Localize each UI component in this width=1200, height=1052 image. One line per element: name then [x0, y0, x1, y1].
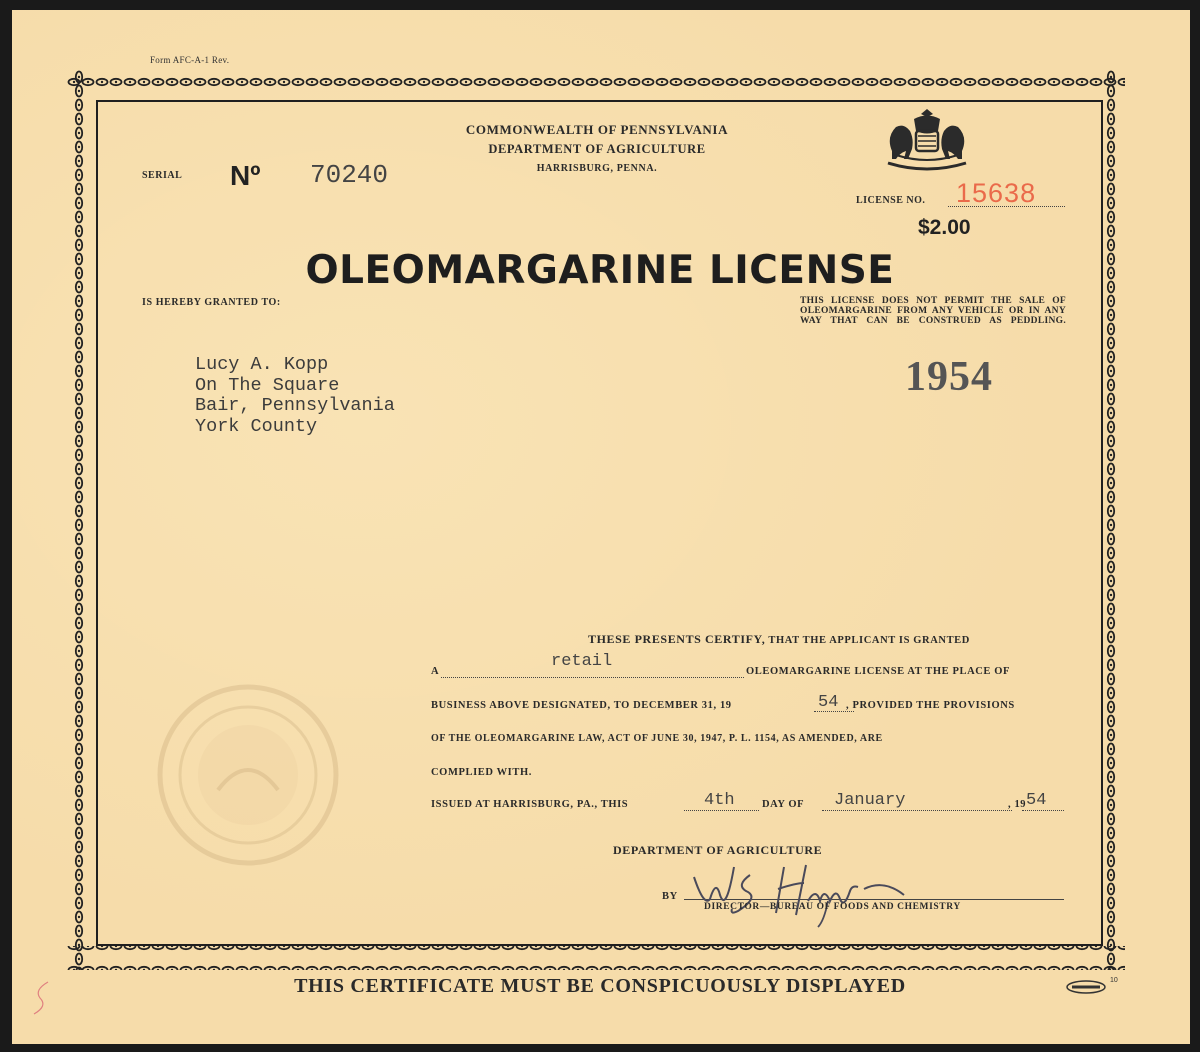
- issued-pre: ISSUED AT HARRISBURG, PA., THIS: [431, 799, 629, 810]
- state-seal-icon: [878, 105, 976, 175]
- union-number: 10: [1110, 977, 1118, 984]
- certify-line3-post: , PROVIDED THE PROVISIONS: [846, 700, 1015, 711]
- certify-lead-rest: THAT THE APPLICANT IS GRANTED: [768, 635, 970, 646]
- issued-year-pre: , 19: [1008, 799, 1027, 810]
- expiry-year: 54: [818, 693, 839, 712]
- certify-line5: COMPLIED WITH.: [431, 767, 532, 778]
- signature-by: BY: [662, 891, 678, 902]
- header-commonwealth: COMMONWEALTH OF PENNSYLVANIA: [465, 122, 729, 137]
- license-number-label: LICENSE NO.: [856, 195, 926, 206]
- document-title: OLEOMARGARINE LICENSE: [305, 248, 895, 293]
- license-type-line: [441, 677, 744, 678]
- union-bug-icon: [1066, 978, 1110, 996]
- display-notice: THIS CERTIFICATE MUST BE CONSPICUOUSLY DISPLAYED: [294, 975, 906, 997]
- embossed-seal-icon: [148, 680, 348, 870]
- header-department: DEPARTMENT OF AGRICULTURE: [488, 142, 706, 156]
- licensee-name: Lucy A. Kopp: [195, 354, 329, 375]
- licensee-address: [195, 355, 395, 437]
- license-number: 15638: [956, 178, 1037, 208]
- certify-line3-pre: BUSINESS ABOVE DESIGNATED, TO DECEMBER 31, 19: [431, 700, 732, 711]
- certify-a: A: [431, 666, 440, 677]
- header-city: HARRISBURG, PENNA.: [536, 163, 658, 174]
- form-number: Form AFC-A-1 Rev.: [150, 55, 230, 65]
- granted-label: IS HEREBY GRANTED TO:: [142, 297, 281, 308]
- certify-line1: [588, 632, 970, 647]
- number-sign: Nº: [230, 160, 261, 191]
- serial-number: 70240: [310, 160, 389, 190]
- licensee-street: On The Square: [195, 374, 340, 396]
- issued-month: January: [834, 791, 906, 810]
- serial-label: SERIAL: [142, 170, 183, 181]
- issued-month-line: [822, 810, 1012, 811]
- license-fee: $2.00: [918, 216, 971, 239]
- issued-day: 4th: [704, 791, 735, 810]
- licensee-county: York County: [195, 415, 318, 437]
- certify-line2: OLEOMARGARINE LICENSE AT THE PLACE OF: [746, 666, 1011, 677]
- director-signature: [688, 855, 928, 930]
- license-year: 1954: [905, 354, 993, 400]
- issued-day-of: DAY OF: [762, 799, 805, 810]
- licensee-city: Bair, Pennsylvania: [195, 395, 395, 416]
- signature-department: DEPARTMENT OF AGRICULTURE: [613, 843, 823, 857]
- peddling-notice: THIS LICENSE DOES NOT PERMIT THE SALE OF OLEOMARGARINE FROM ANY VEHICLE OR IN ANY WAY THAT CAN BE CONSTRUED AS PEDDLING.: [800, 296, 1066, 326]
- signature-title: DIRECTOR—BUREAU OF FOODS AND CHEMISTRY: [704, 902, 961, 912]
- issued-day-line: [684, 810, 759, 811]
- pencil-mark: [26, 978, 56, 1018]
- issued-year-line: [1022, 810, 1064, 811]
- certify-line4: OF THE OLEOMARGARINE LAW, ACT OF JUNE 30, 1947, P. L. 1154, AS AMENDED, ARE: [431, 733, 883, 744]
- license-type: retail: [551, 652, 613, 671]
- issued-year: 54: [1026, 791, 1047, 810]
- certify-lead: THESE PRESENTS CERTIFY,: [588, 632, 766, 646]
